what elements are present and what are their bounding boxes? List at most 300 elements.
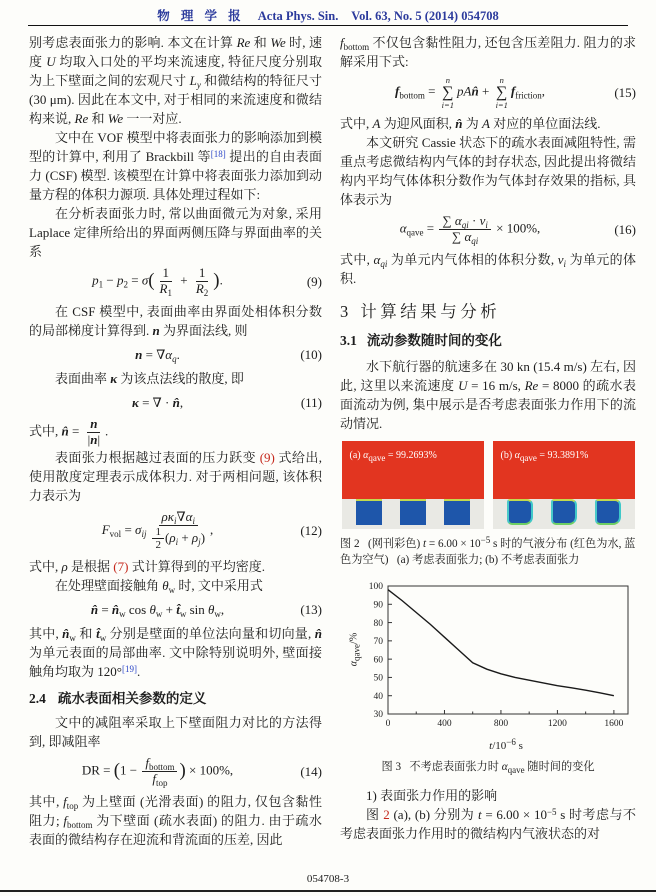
text-segment: We	[270, 35, 286, 50]
text-segment: = ∇ ·	[138, 394, 173, 410]
air-pocket	[444, 499, 470, 525]
text-segment: y	[196, 80, 201, 90]
text-segment: w	[179, 608, 187, 619]
equation-10	[29, 345, 322, 364]
text-segment: f	[63, 812, 67, 828]
text-segment: 式计算得到的平均密度.	[128, 558, 265, 574]
text-segment: A	[481, 116, 490, 131]
text-segment: n̂	[111, 601, 120, 617]
left-column	[29, 33, 322, 849]
text-segment: 一一对应.	[123, 111, 182, 126]
fraction	[142, 756, 177, 787]
paragraph-continuation	[29, 33, 322, 128]
text-segment: 2	[155, 539, 161, 552]
text-segment: 随时间的变化	[524, 760, 595, 773]
text-segment: −5	[546, 806, 557, 817]
text-segment: 表面张力根据越过表面的压力跃变	[55, 449, 260, 465]
text-segment: w	[155, 608, 163, 619]
text-segment: = 93.3891%	[536, 449, 589, 461]
equation-14	[29, 756, 322, 787]
text-segment: +	[478, 83, 493, 99]
journal-title-cn: 物 理 学 报	[157, 9, 245, 23]
text-segment: ,	[220, 601, 225, 617]
text-segment: 文中的减阻率采取上下壁面阻力对比的方法得到, 即减阻率	[29, 714, 322, 749]
fraction	[152, 526, 164, 552]
section-2-4-heading	[29, 689, 322, 708]
equation-body	[340, 214, 600, 245]
text-segment: Re	[74, 111, 89, 126]
text-segment: s	[515, 739, 523, 752]
text-segment: n̂	[471, 83, 479, 99]
equation-number: (9)	[306, 273, 322, 289]
equation-number: (12)	[300, 523, 322, 539]
text-segment: 分别是壁面的单位法向量和切向量,	[106, 625, 315, 641]
fraction	[85, 417, 103, 448]
text-segment: ρ	[191, 529, 199, 545]
x-tick-label: 1600	[604, 718, 624, 729]
figure-2	[340, 441, 636, 568]
text-segment: +	[177, 272, 191, 288]
text-segment: n	[90, 415, 98, 431]
text-segment: θ	[208, 601, 215, 617]
figure-3-caption	[340, 758, 636, 777]
fraction	[157, 266, 175, 297]
text-segment: R	[195, 280, 204, 296]
text-segment: (a), (b) 分别为	[389, 806, 478, 822]
page-number: 054708-3	[306, 873, 350, 885]
section-title: 疏水表面相关参数的定义	[57, 690, 207, 706]
text-segment: = ∇	[142, 346, 166, 362]
text-segment: top	[155, 777, 168, 788]
text-segment: L	[189, 73, 197, 88]
text-segment: n	[135, 346, 143, 362]
paragraph	[340, 786, 636, 805]
text-segment: /10	[492, 739, 507, 752]
text-segment: 为该点法线的散度, 即	[117, 370, 244, 386]
text-segment: qi	[471, 235, 479, 246]
text-segment: bottom	[399, 90, 425, 101]
text-segment: i	[485, 220, 488, 230]
equation-number: (16)	[614, 221, 636, 237]
text-segment: ij	[141, 528, 147, 539]
text-segment: κ	[110, 370, 118, 386]
text-segment: t	[477, 806, 482, 822]
air-pocket	[551, 499, 577, 525]
figure-2b-label	[501, 446, 589, 465]
text-segment: qi	[380, 258, 388, 269]
figure-2b-panel	[493, 441, 635, 529]
text-segment: p	[92, 272, 99, 288]
text-segment: .	[176, 346, 180, 362]
paragraph	[29, 417, 322, 448]
text-segment: v	[479, 213, 486, 228]
paragraph	[29, 557, 322, 576]
text-segment: α	[363, 449, 369, 461]
text-segment: (	[164, 529, 170, 545]
text-segment: 1	[155, 525, 161, 538]
text-segment: 式中,	[29, 558, 62, 574]
paragraph	[29, 204, 322, 261]
equation-15	[340, 76, 636, 109]
x-tick-label: 1200	[547, 718, 567, 729]
section-3-heading	[340, 302, 636, 321]
y-tick-label: 50	[373, 673, 383, 684]
text-segment: 式中,	[340, 116, 373, 131]
text-segment: α	[165, 346, 173, 362]
text-segment: w	[119, 608, 126, 619]
text-segment: 不仅包含黏性阻力, 还包含压差阻力. 阻力的求解采用下式:	[340, 35, 636, 69]
text-segment: 1) 表面张力作用的影响	[366, 787, 498, 803]
text-segment: )	[200, 529, 206, 545]
text-segment: i	[175, 536, 179, 547]
section-number: 3	[340, 301, 349, 321]
paragraph	[29, 624, 322, 681]
equation-number: (10)	[300, 346, 322, 362]
text-segment: bottom	[67, 819, 93, 830]
equation-12	[29, 510, 322, 552]
journal-issue: Vol. 63, No. 5 (2014) 054708	[351, 9, 499, 23]
text-segment: w	[214, 608, 221, 619]
text-segment: t	[489, 739, 493, 752]
fraction	[439, 214, 491, 245]
y-tick-label: 80	[373, 618, 383, 629]
fraction	[193, 266, 211, 297]
text-segment: ρ	[61, 558, 68, 574]
text-segment: 为单元表面的局部曲率. 文中除特别说明外, 壁面接触角均取为 120°	[29, 644, 322, 679]
text-segment: i	[563, 258, 567, 269]
citation-ref: [19]	[121, 663, 137, 674]
text-segment: 1	[198, 265, 206, 280]
text-segment: 2	[203, 287, 209, 298]
text-segment: 1	[167, 287, 172, 298]
figure-2-caption	[340, 536, 636, 568]
equation-9	[29, 266, 322, 297]
text-segment: ∑	[442, 213, 452, 228]
paragraph	[29, 448, 322, 505]
paragraph	[29, 302, 322, 340]
fraction	[148, 510, 208, 552]
text-segment: 是根据	[67, 558, 114, 574]
summation: n ∑ i=1	[495, 75, 508, 110]
section-number: 2.4	[29, 690, 46, 706]
text-segment: /%	[348, 632, 360, 644]
text-segment: 为迎风面积,	[380, 116, 456, 131]
text-segment: n̂	[172, 394, 180, 410]
text-segment: f	[340, 35, 344, 50]
text-segment: = 6.00 × 10	[426, 537, 481, 550]
text-segment: bottom	[148, 761, 175, 772]
equation-body	[29, 345, 286, 364]
text-segment: 文中在 VOF 模型中将表面张力的影响添加到模型的计算中, 利用了 Brackbill 等	[29, 130, 322, 164]
text-segment: 在处理壁面接触角	[55, 577, 163, 593]
text-segment: f	[145, 754, 149, 770]
section-title: 计算结果与分析	[360, 301, 501, 321]
text-segment: 本文研究 Cassie 状态下的疏水表面减阻特性, 需重点考虑微结构内气体的封存状态, 因此提出将微结构内平均气体体积分数作为气体封存效果的指标, 具体表示为	[340, 135, 636, 207]
text-segment: 别考虑表面张力的影响. 本文在计算	[29, 35, 237, 50]
text-segment: s 时的气液分布 (红色为水, 蓝色为空气) (a) 考虑表面张力; (b) 不考虑表面张力	[340, 537, 636, 566]
text-segment: −5	[480, 534, 491, 545]
text-segment: 为单元的体积.	[340, 251, 636, 286]
text-segment: top	[66, 800, 79, 811]
text-segment: t̂	[176, 601, 180, 617]
text-segment: 图 2 (网刊彩色)	[340, 537, 423, 550]
fig3-plot	[340, 578, 636, 736]
right-column	[340, 33, 636, 843]
text-segment: 和	[250, 35, 271, 50]
text-segment: w	[168, 584, 176, 595]
text-segment: 和	[75, 625, 97, 641]
text-segment: f	[152, 770, 156, 786]
data-line	[388, 590, 614, 696]
x-tick-label: 400	[437, 718, 452, 729]
text-segment: .	[105, 423, 109, 439]
y-axis-label	[345, 609, 364, 689]
text-segment: (	[148, 270, 155, 292]
paragraph	[340, 133, 636, 209]
text-segment: t	[422, 537, 427, 550]
figure-2a-panel	[342, 441, 484, 529]
text-segment: 为	[462, 116, 482, 131]
text-segment: .	[219, 272, 223, 288]
internal-ref: (9)	[259, 449, 275, 465]
text-segment: F	[101, 521, 110, 537]
paragraph	[29, 128, 322, 204]
text-segment: vol	[109, 528, 122, 539]
text-segment: 为上壁面 (光滑表面) 的阻力, 仅包含黏性阻力;	[29, 793, 322, 828]
equation-number: (11)	[300, 394, 322, 410]
text-segment: 其中,	[29, 793, 64, 809]
air-pocket	[356, 499, 382, 525]
text-segment: (b)	[500, 449, 515, 461]
x-axis-label	[340, 737, 636, 756]
section-3-1-heading	[340, 331, 636, 350]
paragraph	[29, 369, 322, 388]
equation-11	[29, 393, 322, 412]
journal-header	[0, 6, 656, 24]
text-segment: n	[90, 431, 98, 447]
text-segment: s 时考虑与不考虑表面张力作用时的微结构内气液状态的对	[340, 806, 636, 841]
text-segment: bottom	[343, 42, 370, 52]
text-segment: i	[192, 515, 195, 526]
text-segment: qave	[368, 452, 386, 463]
text-segment: = 16 m/s,	[467, 377, 525, 393]
text-segment: )	[179, 759, 186, 781]
summation: n ∑ i=1	[441, 75, 455, 110]
text-segment: α	[501, 760, 508, 773]
paragraph-continuation	[340, 33, 636, 71]
text-segment: v	[557, 251, 564, 267]
journal-title-en: Acta Phys. Sin.	[257, 9, 339, 23]
internal-ref: (7)	[113, 558, 129, 574]
text-segment: friction	[515, 90, 542, 101]
text-segment: 图 3 不考虑表面张力时	[381, 760, 502, 773]
text-segment: = 99.2693%	[385, 449, 437, 461]
text-segment: DR =	[81, 762, 114, 778]
text-segment: =	[121, 521, 136, 537]
text-segment: α	[348, 660, 360, 667]
text-segment: α	[373, 251, 381, 267]
y-tick-label: 70	[373, 636, 383, 647]
text-segment: f	[510, 83, 516, 99]
paragraph	[29, 713, 322, 751]
text-segment: × 100%,	[185, 762, 234, 778]
equation-body	[29, 393, 286, 412]
text-segment: = 8000 的疏水表面流动为例, 集中展示是否考虑表面张力作用下的流动情况.	[340, 377, 636, 431]
text-segment: σ	[141, 272, 149, 288]
text-segment: We	[107, 111, 124, 126]
text-segment: n̂	[314, 625, 322, 641]
text-segment: qave	[406, 227, 424, 238]
text-segment: −6	[506, 736, 516, 747]
text-segment: 时, 速度	[29, 35, 322, 69]
text-segment: 式中,	[29, 423, 62, 439]
equation-16	[340, 214, 636, 245]
text-segment: w	[69, 632, 76, 643]
equation-body	[29, 600, 286, 619]
text-segment: = 6.00 × 10	[481, 806, 547, 822]
text-segment: 式中,	[340, 251, 374, 267]
section-number: 3.1	[340, 332, 357, 348]
paragraph	[29, 792, 322, 849]
text-segment: n̂	[455, 116, 463, 131]
text-segment: U	[458, 377, 468, 393]
text-segment: q	[172, 353, 177, 364]
text-segment: α	[399, 220, 407, 236]
equation-number: (14)	[300, 763, 322, 779]
text-segment: f	[394, 83, 400, 99]
paragraph	[340, 114, 636, 133]
y-tick-label: 90	[373, 600, 383, 611]
text-segment: (	[113, 759, 120, 781]
text-segment: ∑	[451, 228, 462, 244]
text-segment: θ	[162, 577, 169, 593]
air-pocket	[595, 499, 621, 525]
equation-number: (13)	[300, 601, 322, 617]
text-segment: 提出的自由表面力 (CSF) 模型. 该模型在计算中将表面张力添加到动量方程的体积力源项. 具体处理过程如下:	[29, 149, 322, 202]
paragraph	[340, 357, 636, 433]
plot-frame	[388, 586, 628, 714]
y-tick-label: 30	[373, 710, 383, 721]
x-tick-label: 800	[493, 718, 509, 729]
internal-ref: 2	[383, 806, 390, 822]
y-tick-label: 100	[368, 582, 383, 593]
text-segment: −	[103, 272, 117, 288]
text-segment: 为下壁面 (疏水表面) 的阻力. 由于疏水表面的微结构存在迎流和背流面的压差, 因此	[29, 812, 322, 847]
text-segment: 为界面法线, 则	[159, 322, 248, 338]
text-segment: α	[451, 213, 462, 228]
text-segment: 和微结构的特征尺寸 (30 μm). 因此在本文中, 对于相同的来流速度和微结构来说,	[29, 73, 322, 126]
text-segment: 在 CSF 模型中, 表面曲率由界面处相体积分数的局部梯度计算得到.	[29, 303, 322, 338]
air-pocket	[400, 499, 426, 525]
text-segment: 1	[162, 265, 170, 280]
figure-3	[340, 578, 636, 754]
text-segment: f	[63, 793, 67, 809]
text-segment: n̂	[90, 601, 99, 617]
text-segment: × 100%,	[492, 220, 541, 236]
text-segment: Re	[524, 377, 539, 393]
text-segment: pA	[457, 83, 472, 99]
text-segment: w	[99, 632, 107, 643]
text-segment: α	[185, 508, 193, 524]
header-rule	[28, 25, 628, 26]
text-segment: 在分析表面张力时, 常以曲面微元为对象, 采用 Laplace 定律所给出的界面两侧压降与界面曲率的关系	[29, 206, 322, 259]
equation-body	[29, 756, 286, 787]
text-segment: .	[136, 663, 141, 679]
text-segment: R	[159, 280, 168, 296]
citation-ref: [18]	[210, 149, 226, 159]
text-segment: =	[68, 423, 83, 439]
text-segment: α	[461, 228, 472, 244]
text-segment: 对应的单位面法线.	[489, 116, 601, 131]
text-segment: α	[514, 449, 520, 461]
text-segment: n̂	[62, 625, 70, 641]
text-segment: 表面曲率	[55, 370, 111, 386]
text-segment: sin	[186, 601, 209, 617]
text-segment: |	[97, 431, 101, 447]
text-segment: ,	[541, 83, 546, 99]
text-segment: 均取入口处的平均来流速度, 特征尺度分别取为上下壁面之间的宏观尺寸	[29, 54, 322, 88]
footer-rule	[0, 890, 656, 892]
equation-body	[340, 76, 600, 109]
x-tick-label: 0	[385, 718, 391, 729]
text-segment: =	[424, 83, 439, 99]
text-segment: 图	[366, 806, 384, 822]
equation-body	[29, 510, 286, 552]
figure-2-panels	[340, 441, 636, 529]
text-segment: σ	[135, 521, 142, 537]
y-tick-label: 40	[373, 691, 383, 702]
text-segment: 2	[123, 279, 128, 290]
text-segment: cos	[125, 601, 150, 617]
text-segment: i	[174, 515, 177, 526]
text-segment: 其中,	[29, 625, 63, 641]
text-segment: +	[162, 601, 177, 617]
text-segment: qave	[351, 643, 362, 661]
text-segment: 时, 文中采用式	[175, 577, 263, 593]
figure-2a-label	[350, 446, 437, 465]
text-segment: j	[198, 536, 201, 547]
text-segment: +	[178, 529, 192, 545]
text-segment: κ	[131, 394, 139, 410]
text-segment: ρκ	[161, 508, 175, 524]
text-segment: (a)	[349, 449, 364, 461]
text-segment: 式给出, 使用散度定理表示成体积力. 对于两相问题, 该体积力表示为	[29, 449, 322, 503]
text-segment: ∇	[176, 508, 186, 524]
text-segment: qave	[507, 764, 525, 775]
text-segment: ,	[179, 394, 184, 410]
paragraph	[340, 250, 636, 288]
text-segment: U	[46, 54, 56, 69]
text-segment: 1 −	[119, 762, 141, 778]
text-segment: |	[87, 431, 91, 447]
text-segment: ·	[468, 213, 480, 228]
text-segment: =	[128, 272, 142, 288]
text-segment: A	[372, 116, 381, 131]
text-segment: =	[98, 601, 112, 617]
text-segment: Re	[236, 35, 251, 50]
text-segment: 1	[98, 279, 104, 290]
air-pocket	[507, 499, 533, 525]
text-segment: 和	[88, 111, 108, 126]
paragraph	[29, 576, 322, 595]
section-title: 流动参数随时间的变化	[366, 332, 502, 348]
equation-body	[29, 266, 286, 297]
paragraph	[340, 805, 636, 843]
text-segment: n	[152, 322, 160, 338]
text-segment: p	[117, 272, 124, 288]
equation-number: (15)	[614, 85, 636, 100]
text-segment: )	[213, 270, 220, 292]
